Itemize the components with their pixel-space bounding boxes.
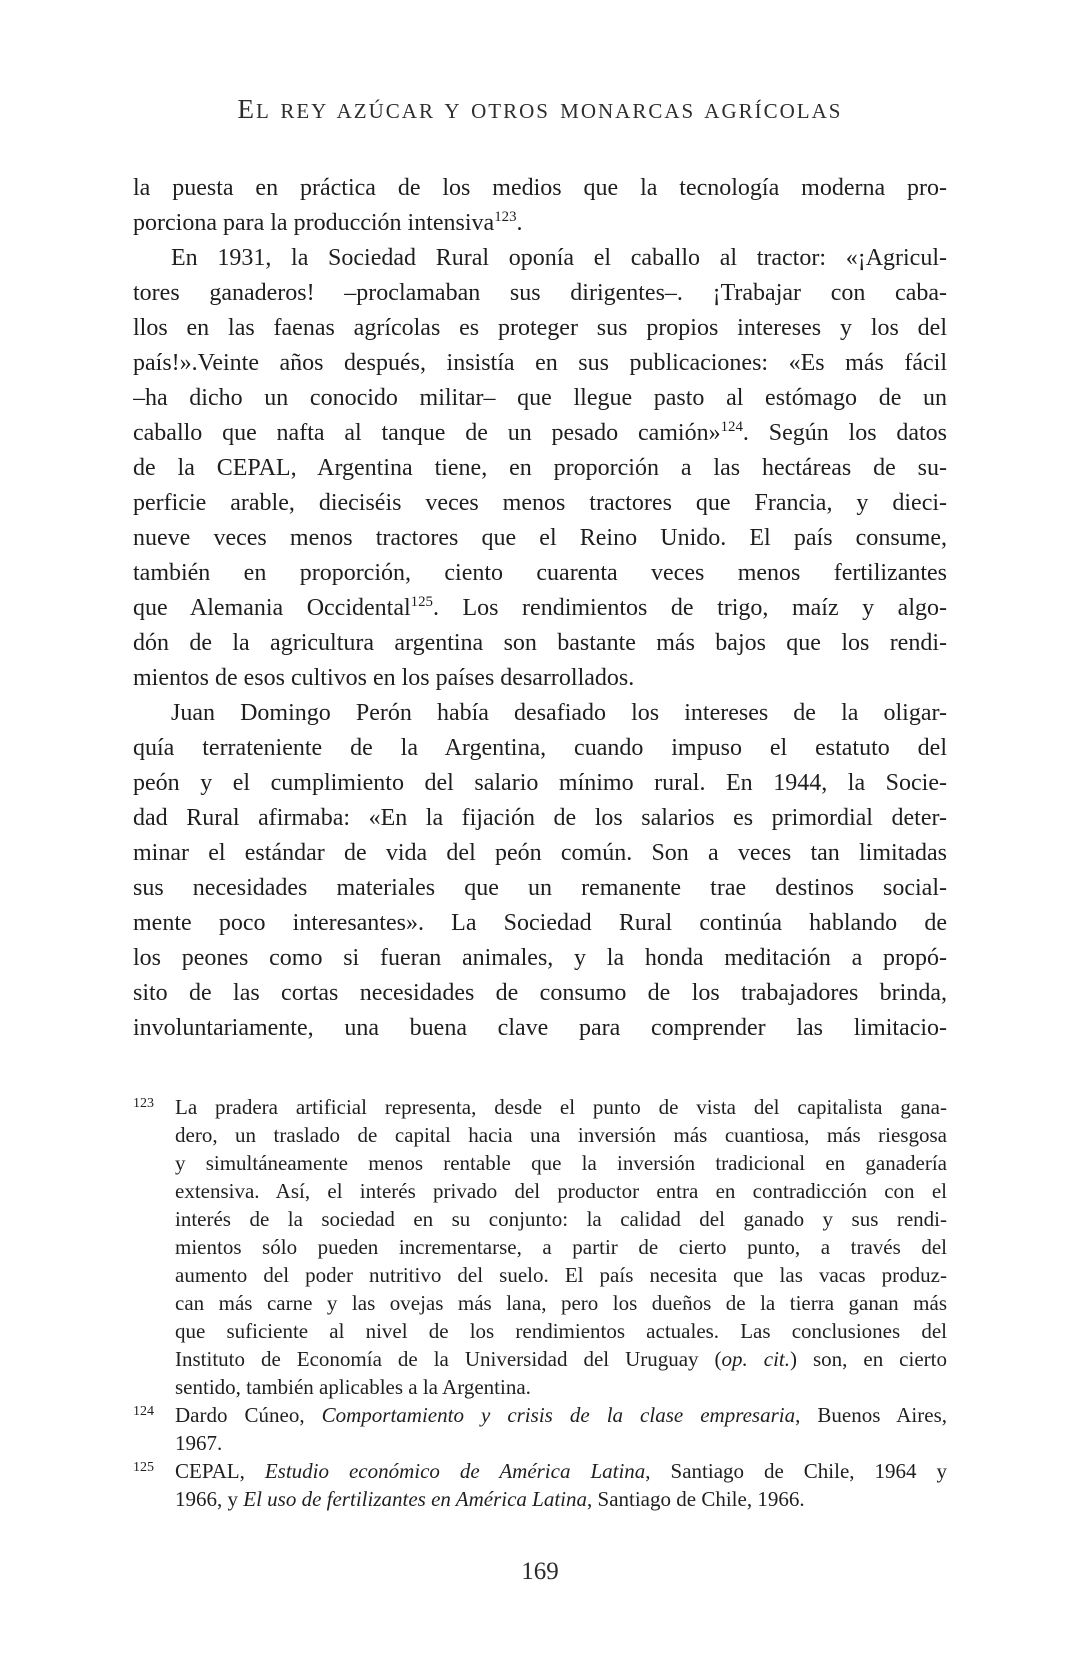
running-header bbox=[133, 94, 947, 125]
footnote-line: extensiva. Así, el interés privado del productor entra en contradicción con el bbox=[175, 1179, 947, 1203]
text-line: minar el estándar de vida del peón común. Son a veces tan limitadas bbox=[133, 840, 947, 866]
text-line: que Alemania Occidental$^{125}$. Los rendimientos de trigo, maíz y algo- bbox=[133, 594, 947, 621]
text-line: peón y el cumplimiento del salario mínimo rural. En 1944, la Socie- bbox=[133, 770, 947, 796]
footnote-line: mientos sólo pueden incrementarse, a partir de cierto punto, a través del bbox=[175, 1235, 947, 1259]
footnote-text bbox=[175, 1093, 947, 1401]
running-header-initial: E bbox=[237, 94, 257, 124]
footnote-text bbox=[175, 1401, 947, 1457]
footnote-line: La pradera artificial representa, desde el punto de vista del capitalista gana- bbox=[175, 1095, 947, 1119]
text-line: porciona para la producción intensiva$^{123}$. bbox=[133, 209, 523, 236]
text-line: los peones como si fueran animales, y la honda meditación a propó- bbox=[133, 945, 947, 971]
text-line: llos en las faenas agrícolas es proteger sus propios intereses y los del bbox=[133, 315, 947, 341]
text-line: nueve veces menos tractores que el Reino Unido. El país consume, bbox=[133, 525, 947, 551]
footnote bbox=[133, 1093, 947, 1401]
footnote bbox=[133, 1457, 947, 1513]
footnote-line: interés de la sociedad en su conjunto: la calidad del ganado y sus rendi- bbox=[175, 1207, 947, 1231]
footnote-number: 124 bbox=[133, 1404, 154, 1419]
footnote-line: dero, un traslado de capital hacia una inversión más cuantiosa, más riesgosa bbox=[175, 1123, 947, 1147]
footnote-line: 1966, y El uso de fertilizantes en América Latina, Santiago de Chile, 1966. bbox=[175, 1487, 805, 1511]
running-header-text: L REY AZÚCAR Y OTROS MONARCAS AGRÍCOLAS bbox=[256, 99, 843, 123]
page-number: 169 bbox=[521, 1558, 559, 1585]
text-line: mientos de esos cultivos en los países desarrollados. bbox=[133, 665, 635, 691]
footnote-line: CEPAL, Estudio económico de América Latina, Santiago de Chile, 1964 y bbox=[175, 1459, 947, 1483]
text-line: tores ganaderos! –proclamaban sus dirigentes–. ¡Trabajar con caba- bbox=[133, 280, 947, 306]
text-line: involuntariamente, una buena clave para comprender las limitacio- bbox=[133, 1015, 947, 1041]
text-line: sus necesidades materiales que un remanente trae destinos social- bbox=[133, 875, 947, 901]
text-line: quía terrateniente de la Argentina, cuando impuso el estatuto del bbox=[133, 735, 947, 761]
text-line: Juan Domingo Perón había desafiado los intereses de la oligar- bbox=[171, 700, 947, 726]
text-line: la puesta en práctica de los medios que la tecnología moderna pro- bbox=[133, 175, 947, 201]
text-line: mente poco interesantes». La Sociedad Rural continúa hablando de bbox=[133, 910, 947, 936]
footnote-line: aumento del poder nutritivo del suelo. El país necesita que las vacas produz- bbox=[175, 1263, 947, 1287]
text-line: –ha dicho un conocido militar– que llegue pasto al estómago de un bbox=[133, 385, 947, 411]
text-line: dón de la agricultura argentina son bastante más bajos que los rendi- bbox=[133, 630, 947, 656]
footnote-line: sentido, también aplicables a la Argentina. bbox=[175, 1375, 531, 1399]
text-line: de la CEPAL, Argentina tiene, en proporción a las hectáreas de su- bbox=[133, 455, 947, 481]
footnote-line: can más carne y las ovejas más lana, pero los dueños de la tierra ganan más bbox=[175, 1291, 947, 1315]
footnote-line: Instituto de Economía de la Universidad del Uruguay (op. cit.) son, en cierto bbox=[175, 1347, 947, 1371]
text-line: perficie arable, dieciséis veces menos tractores que Francia, y dieci- bbox=[133, 490, 947, 516]
footnotes-section bbox=[133, 1093, 947, 1513]
body-text bbox=[133, 171, 947, 1046]
footnote bbox=[133, 1401, 947, 1457]
text-line: país!».Veinte años después, insistía en sus publicaciones: «Es más fácil bbox=[133, 350, 947, 376]
text-line: sito de las cortas necesidades de consumo de los trabajadores brinda, bbox=[133, 980, 947, 1006]
footnote-line: y simultáneamente menos rentable que la inversión tradicional en ganadería bbox=[175, 1151, 947, 1175]
text-line: también en proporción, ciento cuarenta veces menos fertilizantes bbox=[133, 560, 947, 586]
footnote-text bbox=[175, 1457, 947, 1513]
text-line: dad Rural afirmaba: «En la fijación de los salarios es primordial deter- bbox=[133, 805, 947, 831]
text-line: caballo que nafta al tanque de un pesado camión»$^{124}$. Según los datos bbox=[133, 419, 947, 446]
footnote-number: 123 bbox=[133, 1096, 154, 1111]
footnote-line: que suficiente al nivel de los rendimientos actuales. Las conclusiones del bbox=[175, 1319, 947, 1343]
text-line: En 1931, la Sociedad Rural oponía el caballo al tractor: «¡Agricul- bbox=[171, 245, 947, 271]
footnote-number: 125 bbox=[133, 1460, 154, 1475]
footnote-line: Dardo Cúneo, Comportamiento y crisis de la clase empresaria, Buenos Aires, bbox=[175, 1403, 947, 1427]
footnote-line: 1967. bbox=[175, 1431, 223, 1455]
